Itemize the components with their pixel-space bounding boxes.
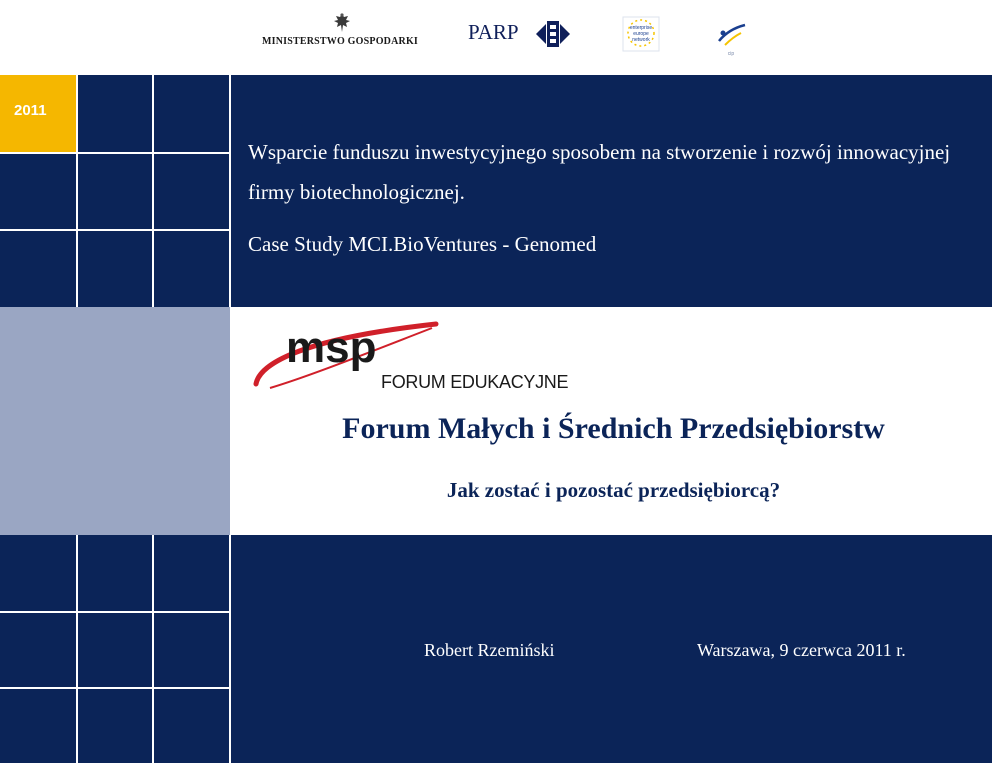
grid-line: [229, 75, 231, 307]
grid-line: [229, 535, 231, 763]
lecture-subtitle: Case Study MCI.BioVentures - Genomed: [248, 232, 597, 256]
event-title: Forum Małych i Średnich Przedsiębiorstw: [342, 412, 885, 445]
parp-label: PARP: [468, 20, 519, 44]
grid-line: [76, 75, 78, 307]
author-name: Robert Rzemiński: [424, 640, 555, 660]
event-question: Jak zostać i pozostać przedsiębiorcą?: [446, 478, 781, 502]
place-date: Warszawa, 9 czerwca 2011 r.: [697, 640, 906, 660]
gray-block: [0, 307, 230, 535]
cip-logo: [711, 19, 751, 59]
grid-line: [0, 611, 229, 613]
grid-line: [0, 229, 229, 231]
grid-line: [0, 687, 229, 689]
ministry-label: MINISTERSTWO GOSPODARKI: [262, 36, 419, 47]
svg-text:europe: europe: [633, 31, 649, 37]
enterprise-europe-network-logo: [619, 15, 663, 55]
msp-logo-text: msp: [286, 323, 377, 372]
svg-text:enterprise: enterprise: [629, 25, 653, 31]
forum-edukacyjne-label: FORUM EDUKACYJNE: [381, 372, 569, 392]
grid-line: [76, 535, 78, 763]
grid-line: [152, 75, 154, 307]
parp-logo: [536, 19, 570, 49]
polish-eagle-icon: [332, 12, 352, 34]
grid-line: [0, 152, 229, 154]
year-label: 2011: [14, 102, 47, 119]
grid-line: [152, 535, 154, 763]
svg-text:cip: cip: [727, 51, 735, 57]
lecture-title: Wsparcie funduszu inwestycyjnego sposobem na stworzenie i rozwój innowacyjnej firmy biotechnologicznej.: [248, 140, 951, 204]
svg-text:network: network: [632, 37, 650, 43]
